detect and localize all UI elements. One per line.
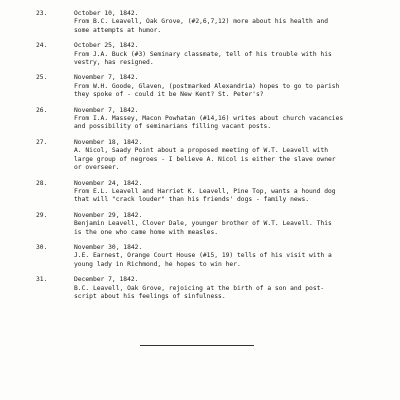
entry-text-line: A. Nicol, Saady Point about a proposed meeting of W.T. Leavell with [74, 147, 329, 155]
entry-date: November 24, 1842. [74, 179, 143, 187]
entry-text-line: Benjamin Leavell, Clover Dale, younger brother of W.T. Leavell. This [74, 220, 332, 228]
entry-text-line: B.C. Leavell, Oak Grove, rejoicing at the birth of a son and post- [74, 284, 325, 292]
list-item [36, 74, 376, 99]
entry-text-line: From E.L. Leavell and Harriet K. Leavell, Pine Top, wants a hound dog [74, 187, 336, 195]
list-item [36, 180, 376, 205]
entry-date: November 29, 1842. [74, 211, 143, 219]
entry-text-line: or overseer. [74, 164, 120, 172]
entry-date: December 7, 1842. [74, 276, 139, 284]
entry-date: October 25, 1842. [74, 42, 139, 50]
entry-date: November 7, 1842. [74, 106, 139, 114]
entry-number: 25. [36, 74, 48, 82]
entry-date: November 18, 1842. [74, 138, 143, 146]
entry-text-line: they spoke of - could it be New Kent? St. Peter's? [74, 91, 264, 99]
entry-text-line: From I.A. Massey, Macon Powhatan (#14,16) writes about church vacancies [74, 115, 344, 123]
entry-number: 24. [36, 42, 48, 50]
entry-body [74, 139, 376, 173]
entry-text-line: young lady in Richmond, he hopes to win her. [74, 260, 241, 268]
list-item [36, 107, 376, 132]
entry-date: October 10, 1842. [74, 10, 139, 17]
entry-text-line: script about his feelings of sinfulness. [74, 292, 226, 300]
list-item [36, 139, 376, 173]
list-item [36, 10, 376, 35]
entry-text-line: From W.H. Goode, Glaven, (postmarked Alexandria) hopes to go to parish [74, 82, 340, 90]
entry-text-line: J.E. Earnest, Orange Court House (#15, 19) tells of his visit with a [74, 252, 332, 260]
entry-date: November 30, 1842. [74, 243, 143, 251]
entry-number: 28. [36, 179, 48, 187]
entry-number: 23. [36, 10, 48, 17]
entry-body [74, 42, 376, 67]
list-item [36, 244, 376, 269]
list-item [36, 212, 376, 237]
entry-text-line: From B.C. Leavell, Oak Grove, (#2,6,7,12) more about his health and [74, 18, 329, 26]
entry-number: 31. [36, 276, 48, 284]
entry-body [74, 10, 376, 35]
entry-body [74, 180, 376, 205]
entry-text-line: and possibility of seminarians filling vacant posts. [74, 123, 272, 131]
list-item [36, 42, 376, 67]
entry-text-line: is the one who came home with measles. [74, 228, 219, 236]
end-rule-divider [140, 345, 254, 346]
entry-body [74, 276, 376, 301]
entry-date: November 7, 1842. [74, 74, 139, 82]
entry-text-line: From J.A. Buck (#3) Seminary classmate, tell of his trouble with his [74, 50, 332, 58]
entry-text-line: vestry, has resigned. [74, 59, 154, 67]
entry-text-line: that will "crack louder" than his friends' dogs - family news. [74, 196, 310, 204]
entry-body [74, 107, 376, 132]
entry-body [74, 244, 376, 269]
entry-number: 26. [36, 106, 48, 114]
entry-text-line: some attempts at humor. [74, 26, 162, 34]
entry-number: 27. [36, 138, 48, 146]
entry-list [36, 10, 376, 308]
entry-body [74, 212, 376, 237]
entry-body [74, 74, 376, 99]
entry-number: 30. [36, 243, 48, 251]
entry-text-line: large group of negroes - I believe A. Nicol is either the slave owner [74, 155, 336, 163]
entry-number: 29. [36, 211, 48, 219]
list-item [36, 276, 376, 301]
